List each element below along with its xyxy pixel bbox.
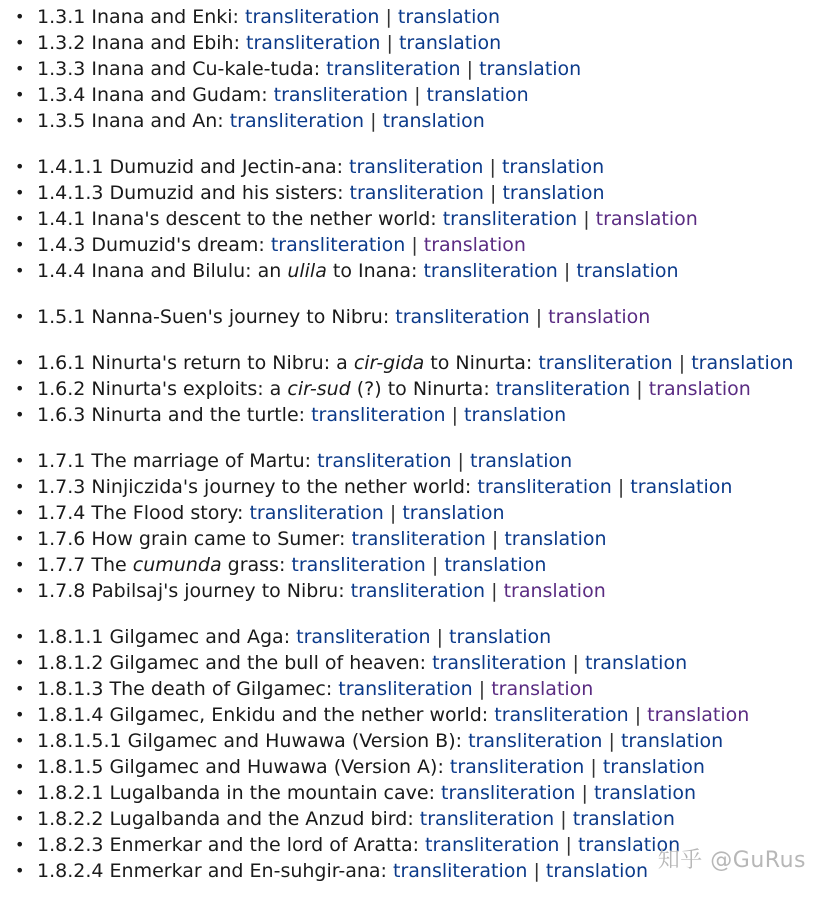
translation-link[interactable]: translation: [630, 476, 733, 498]
composition-number: 1.8.1.4: [37, 704, 104, 726]
list-item: [0, 501, 826, 527]
transliteration-link[interactable]: transliteration: [393, 860, 528, 882]
bullet: •: [15, 33, 25, 52]
colon: :: [232, 6, 239, 28]
composition-number: 1.5.1: [37, 306, 86, 328]
colon: :: [455, 730, 463, 752]
transliteration-link[interactable]: transliteration: [423, 260, 558, 282]
title-text: to Ninurta: [424, 352, 526, 374]
translation-link[interactable]: translation: [491, 678, 594, 700]
composition-title: [91, 260, 411, 282]
transliteration-link[interactable]: transliteration: [442, 208, 578, 230]
title-text: Inana's descent to the nether world: [91, 208, 431, 230]
title-italic-term: cir-gida: [353, 352, 425, 374]
transliteration-link[interactable]: transliteration: [249, 502, 384, 524]
list-item: [0, 677, 826, 703]
composition-number: 1.6.3: [37, 404, 86, 426]
colon: :: [419, 652, 427, 674]
composition-number: 1.3.1: [37, 6, 86, 28]
composition-number: 1.8.1.3: [37, 678, 104, 700]
bullet: •: [15, 477, 25, 496]
link-separator: |: [535, 306, 543, 328]
translation-link[interactable]: translation: [503, 580, 606, 602]
composition-number: 1.4.3: [37, 234, 86, 256]
translation-link[interactable]: translation: [593, 782, 697, 804]
link-separator: |: [457, 450, 464, 472]
title-text: The Flood story: [91, 502, 237, 524]
list-item: [0, 651, 826, 677]
composition-number: 1.8.2.4: [37, 860, 104, 882]
composition-title: [91, 58, 313, 80]
bullet: •: [15, 627, 25, 646]
link-separator: |: [489, 156, 496, 178]
link-separator: |: [370, 110, 377, 132]
composition-title: [110, 834, 413, 856]
title-text: Gilgamec and Huwawa (Version B): [127, 730, 456, 752]
composition-title: [91, 234, 258, 256]
title-text: Gilgamec, Enkidu and the nether world: [109, 704, 482, 726]
list-item: [0, 703, 826, 729]
title-text: Inana and Gudam: [91, 84, 262, 106]
list-item: [0, 181, 826, 207]
transliteration-link[interactable]: transliteration: [246, 32, 381, 54]
list-item: [0, 807, 826, 833]
composition-title: [110, 704, 482, 726]
composition-title: [91, 476, 465, 498]
composition-number: 1.3.5: [37, 110, 86, 132]
composition-number: 1.4.4: [37, 260, 86, 282]
composition-title: [91, 580, 338, 602]
translation-link[interactable]: translation: [548, 306, 651, 328]
transliteration-link[interactable]: transliteration: [441, 782, 576, 804]
translation-link[interactable]: translation: [382, 110, 485, 132]
colon: :: [278, 554, 286, 576]
colon: :: [380, 860, 387, 882]
colon: :: [339, 528, 346, 550]
link-separator: |: [466, 58, 474, 80]
composition-number: 1.8.1.5: [37, 756, 104, 778]
bullet: •: [15, 405, 25, 424]
composition-number: 1.8.1.1: [37, 626, 104, 648]
translation-link[interactable]: translation: [572, 808, 675, 830]
translation-link[interactable]: translation: [576, 260, 679, 282]
transliteration-link[interactable]: transliteration: [350, 580, 486, 602]
composition-title: [110, 626, 284, 648]
translation-link[interactable]: translation: [444, 554, 547, 576]
composition-title: [128, 730, 456, 752]
list-item: [0, 259, 826, 285]
transliteration-link[interactable]: transliteration: [296, 626, 431, 648]
link-separator: |: [581, 782, 588, 804]
transliteration-link[interactable]: transliteration: [494, 704, 629, 726]
list-item: [0, 403, 826, 429]
bullet: •: [15, 731, 25, 750]
link-separator: |: [386, 32, 393, 54]
bullet: •: [15, 809, 25, 828]
list-item: [0, 755, 826, 781]
link-separator: |: [565, 834, 572, 856]
link-separator: |: [608, 730, 615, 752]
list-group: [0, 305, 826, 331]
transliteration-link[interactable]: transliteration: [317, 450, 452, 472]
composition-number: 1.4.1.1: [37, 156, 104, 178]
composition-number: 1.8.2.3: [37, 834, 104, 856]
transliteration-link[interactable]: transliteration: [326, 58, 461, 80]
composition-number: 1.3.3: [37, 58, 86, 80]
list-item: [0, 31, 826, 57]
composition-number: 1.7.4: [37, 502, 86, 524]
title-text: The: [91, 554, 133, 576]
transliteration-link[interactable]: transliteration: [349, 182, 484, 204]
translation-link[interactable]: translation: [620, 730, 724, 752]
composition-number: 1.6.1: [37, 352, 86, 374]
composition-number: 1.7.8: [37, 580, 86, 602]
link-separator: |: [431, 554, 439, 576]
transliteration-link[interactable]: transliteration: [351, 528, 486, 550]
composition-title: [91, 554, 279, 576]
transliteration-link[interactable]: transliteration: [270, 234, 406, 256]
title-text: Ninurta and the turtle: [91, 404, 299, 426]
list-group: [0, 449, 826, 605]
bullet: •: [15, 353, 25, 372]
composition-title: [110, 782, 429, 804]
link-separator: |: [436, 626, 443, 648]
link-separator: |: [489, 182, 497, 204]
colon: :: [325, 678, 333, 700]
link-separator: |: [583, 208, 590, 230]
composition-number: 1.8.1.5.1: [37, 730, 122, 752]
bullet: •: [15, 705, 25, 724]
translation-link[interactable]: translation: [648, 378, 751, 400]
title-italic-term: cir-sud: [287, 378, 351, 400]
bullet: •: [15, 555, 25, 574]
colon: :: [437, 756, 444, 778]
list-item: [0, 527, 826, 553]
colon: :: [430, 208, 437, 230]
transliteration-link[interactable]: transliteration: [273, 84, 409, 106]
transliteration-link[interactable]: transliteration: [432, 652, 567, 674]
colon: :: [304, 450, 312, 472]
title-text: Pabilsaj's journey to Nibru: [91, 580, 339, 602]
composition-number: 1.7.3: [37, 476, 86, 498]
transliteration-link[interactable]: transliteration: [291, 554, 426, 576]
link-separator: |: [478, 678, 486, 700]
title-text: Ninurta's return to Nibru: a: [91, 352, 354, 374]
composition-number: 1.8.2.2: [37, 808, 104, 830]
colon: :: [411, 260, 418, 282]
composition-title: [91, 208, 430, 230]
translation-link[interactable]: translation: [502, 182, 605, 204]
bullet: •: [15, 783, 25, 802]
composition-title: [91, 528, 339, 550]
composition-title: [91, 450, 304, 472]
link-separator: |: [634, 704, 642, 726]
list-item: [0, 305, 826, 331]
composition-title: [91, 84, 261, 106]
link-separator: |: [678, 352, 686, 374]
watermark: 知乎 @GuRus: [657, 848, 806, 873]
link-separator: |: [414, 84, 421, 106]
colon: :: [283, 626, 291, 648]
composition-title: [91, 502, 237, 524]
list-item: [0, 625, 826, 651]
title-text: Nanna-Suen's journey to Nibru: [91, 306, 383, 328]
composition-title: [91, 306, 382, 328]
link-separator: |: [385, 6, 392, 28]
list-item: [0, 781, 826, 807]
colon: :: [338, 580, 345, 602]
bullet: •: [15, 861, 25, 880]
translation-link[interactable]: translation: [545, 860, 649, 882]
title-text: Ninurta's exploits: a: [91, 378, 288, 400]
transliteration-link[interactable]: transliteration: [468, 730, 603, 752]
composition-number: 1.8.1.2: [37, 652, 104, 674]
bullet: •: [15, 529, 25, 548]
composition-title: [91, 404, 298, 426]
colon: :: [483, 378, 490, 400]
list-group: [0, 5, 826, 135]
translation-link[interactable]: translation: [691, 352, 794, 374]
title-text: (?) to Ninurta: [350, 378, 484, 400]
composition-title: [110, 808, 408, 830]
bullet: •: [15, 85, 25, 104]
composition-title: [110, 860, 381, 882]
colon: :: [298, 404, 306, 426]
colon: :: [481, 704, 489, 726]
title-text: Inana and An: [91, 110, 218, 132]
composition-title: [91, 6, 232, 28]
title-text: Inana and Ebih: [91, 32, 234, 54]
list-group: [0, 351, 826, 429]
transliteration-link[interactable]: transliteration: [349, 156, 484, 178]
translation-link[interactable]: translation: [577, 834, 681, 856]
colon: :: [336, 156, 343, 178]
list-item: [0, 377, 826, 403]
transliteration-link[interactable]: transliteration: [395, 306, 530, 328]
translation-link[interactable]: translation: [464, 404, 567, 426]
bullet: •: [15, 7, 25, 26]
colon: :: [337, 182, 344, 204]
colon: :: [313, 58, 321, 80]
colon: :: [428, 782, 435, 804]
composition-number: 1.7.6: [37, 528, 86, 550]
translation-link[interactable]: translation: [449, 626, 552, 648]
link-separator: |: [590, 756, 597, 778]
bullet: •: [15, 157, 25, 176]
colon: :: [382, 306, 390, 328]
composition-number: 1.4.1: [37, 208, 86, 230]
translation-link[interactable]: translation: [584, 652, 688, 674]
link-separator: |: [491, 528, 499, 550]
title-text: The marriage of Martu: [91, 450, 305, 472]
transliteration-link[interactable]: transliteration: [538, 352, 673, 374]
list-item: [0, 207, 826, 233]
colon: :: [407, 808, 414, 830]
list-item: [0, 57, 826, 83]
bullet: •: [15, 653, 25, 672]
title-text: grass: [221, 554, 279, 576]
link-separator: |: [389, 502, 397, 524]
translation-link[interactable]: translation: [501, 156, 605, 178]
colon: :: [525, 352, 533, 374]
title-text: Lugalbanda in the mountain cave: [109, 782, 429, 804]
list-item: [0, 5, 826, 31]
bullet: •: [15, 307, 25, 326]
title-text: Dumuzid and his sisters: [109, 182, 338, 204]
list-item: [0, 729, 826, 755]
transliteration-link[interactable]: transliteration: [311, 404, 446, 426]
title-text: Gilgamec and Huwawa (Version A): [109, 756, 438, 778]
composition-list: [0, 5, 826, 905]
colon: :: [464, 476, 472, 498]
composition-title: [91, 110, 217, 132]
composition-title: [110, 156, 337, 178]
list-item: [0, 475, 826, 501]
title-text: How grain came to Sumer: [91, 528, 339, 550]
link-separator: |: [563, 260, 571, 282]
colon: :: [217, 110, 224, 132]
link-separator: |: [533, 860, 540, 882]
list-group: [0, 155, 826, 285]
transliteration-link[interactable]: transliteration: [495, 378, 631, 400]
link-separator: |: [411, 234, 418, 256]
bullet: •: [15, 111, 25, 130]
list-item: [0, 83, 826, 109]
colon: :: [412, 834, 419, 856]
translation-link[interactable]: translation: [602, 756, 705, 778]
transliteration-link[interactable]: transliteration: [419, 808, 555, 830]
composition-title: [91, 32, 233, 54]
title-text: Enmerkar and En-suhgir-ana: [109, 860, 381, 882]
composition-title: [110, 182, 338, 204]
list-item: [0, 449, 826, 475]
composition-title: [110, 756, 438, 778]
transliteration-link[interactable]: transliteration: [449, 756, 585, 778]
bullet: •: [15, 581, 25, 600]
bullet: •: [15, 235, 25, 254]
composition-title: [110, 678, 326, 700]
composition-title: [91, 378, 483, 400]
title-text: Dumuzid and Jectin-ana: [109, 156, 337, 178]
composition-title: [110, 652, 420, 674]
title-italic-term: ulila: [287, 260, 327, 282]
title-text: Inana and Cu-kale-tuda: [91, 58, 314, 80]
composition-number: 1.3.4: [37, 84, 86, 106]
bullet: •: [15, 679, 25, 698]
composition-title: [91, 352, 525, 374]
composition-number: 1.7.1: [37, 450, 86, 472]
title-text: to Inana: [326, 260, 411, 282]
translation-link[interactable]: translation: [504, 528, 607, 550]
colon: :: [237, 502, 244, 524]
title-text: Enmerkar and the lord of Aratta: [109, 834, 413, 856]
link-separator: |: [451, 404, 458, 426]
translation-link[interactable]: translation: [470, 450, 573, 472]
bullet: •: [15, 209, 25, 228]
title-text: Ninjiczida's journey to the nether world: [91, 476, 465, 498]
list-item: [0, 351, 826, 377]
title-text: Gilgamec and the bull of heaven: [109, 652, 420, 674]
title-text: Gilgamec and Aga: [109, 626, 284, 648]
list-item: [0, 553, 826, 579]
bullet: •: [15, 261, 25, 280]
transliteration-link[interactable]: transliteration: [245, 6, 380, 28]
list-item: [0, 233, 826, 259]
title-italic-term: cumunda: [132, 554, 222, 576]
translation-link[interactable]: translation: [423, 234, 526, 256]
title-text: Lugalbanda and the Anzud bird: [109, 808, 408, 830]
composition-number: 1.4.1.3: [37, 182, 104, 204]
bullet: •: [15, 379, 25, 398]
composition-number: 1.3.2: [37, 32, 86, 54]
composition-number: 1.7.7: [37, 554, 86, 576]
title-text: Dumuzid's dream: [91, 234, 259, 256]
translation-link[interactable]: translation: [398, 32, 502, 54]
bullet: •: [15, 59, 25, 78]
title-text: Inana and Bilulu: an: [91, 260, 288, 282]
transliteration-link[interactable]: transliteration: [425, 834, 560, 856]
link-separator: |: [491, 580, 498, 602]
composition-number: 1.8.2.1: [37, 782, 104, 804]
bullet: •: [15, 503, 25, 522]
translation-link[interactable]: translation: [402, 502, 505, 524]
list-item: [0, 579, 826, 605]
colon: :: [261, 84, 268, 106]
colon: :: [258, 234, 265, 256]
link-separator: |: [636, 378, 643, 400]
transliteration-link[interactable]: transliteration: [477, 476, 612, 498]
translation-link[interactable]: translation: [426, 84, 529, 106]
transliteration-link[interactable]: transliteration: [229, 110, 365, 132]
list-item: [0, 109, 826, 135]
link-separator: |: [560, 808, 567, 830]
translation-link[interactable]: translation: [647, 704, 750, 726]
list-item: [0, 155, 826, 181]
composition-number: 1.6.2: [37, 378, 86, 400]
translation-link[interactable]: translation: [479, 58, 582, 80]
link-separator: |: [572, 652, 579, 674]
bullet: •: [15, 835, 25, 854]
link-separator: |: [617, 476, 625, 498]
bullet: •: [15, 757, 25, 776]
bullet: •: [15, 183, 25, 202]
translation-link[interactable]: translation: [397, 6, 501, 28]
bullet: •: [15, 451, 25, 470]
title-text: Inana and Enki: [91, 6, 233, 28]
title-text: The death of Gilgamec: [109, 678, 326, 700]
transliteration-link[interactable]: transliteration: [338, 678, 473, 700]
colon: :: [233, 32, 240, 54]
translation-link[interactable]: translation: [595, 208, 698, 230]
